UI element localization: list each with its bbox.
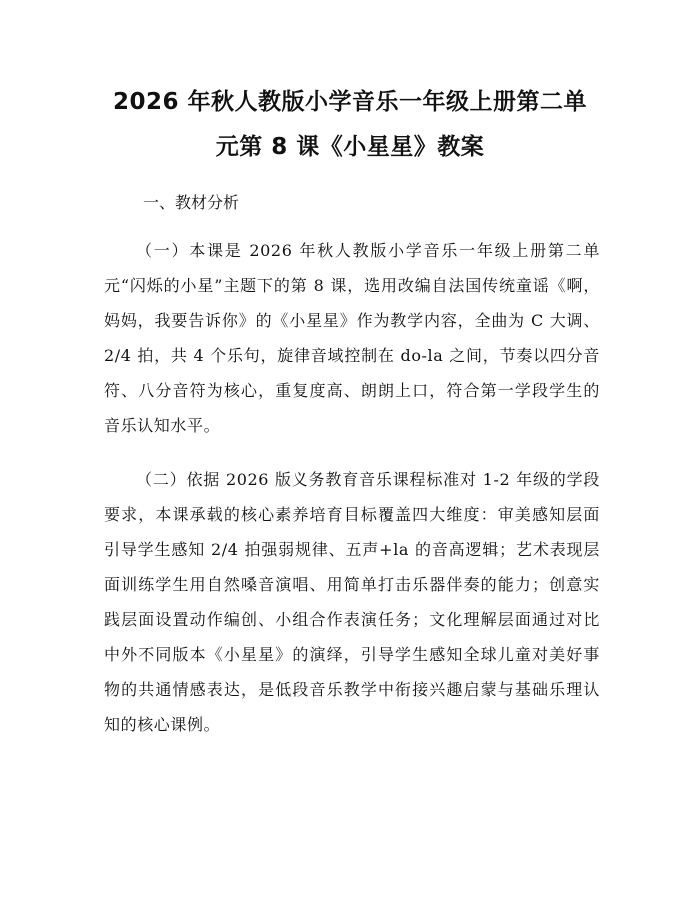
paragraph-1: （一）本课是 2026 年秋人教版小学音乐一年级上册第二单元“闪烁的小星”主题下的第 8 课，选用改编自法国传统童谣《啊，妈妈，我要告诉你》的《小星星》作为教学内容，全曲为 C 大调、2/4 拍，共 4 个乐句，旋律音域控制在 do-la 之间，节奏以四分音符、八分音符为核心，重复度高、朗朗上口，符合第一学段学生的音乐认知水平。 <box>104 241 600 435</box>
section-heading: 一、教材分析 <box>143 193 240 212</box>
document-title-line-1: 2026 年秋人教版小学音乐一年级上册第二单 <box>112 89 588 115</box>
document-title-line-2: 元第 8 课《小星星》教案 <box>215 134 485 160</box>
paragraph-2: （二）依据 2026 版义务教育音乐课程标准对 1-2 年级的学段要求，本课承载的核心素养培育目标覆盖四大维度：审美感知层面引导学生感知 2/4 拍强弱规律、五声+la 的音高逻辑；艺术表现层面训练学生用自然嗓音演唱、用简单打击乐器伴奏的能力；创意实践层面设置动作编创、小组合作表演任务；文化理解层面通过对比中外不同版本《小星星》的演绎，引导学生感知全球儿童对美好事物的共通情感表达，是低段音乐教学中衔接兴趣启蒙与基础乐理认知的核心课例。 <box>104 470 600 734</box>
